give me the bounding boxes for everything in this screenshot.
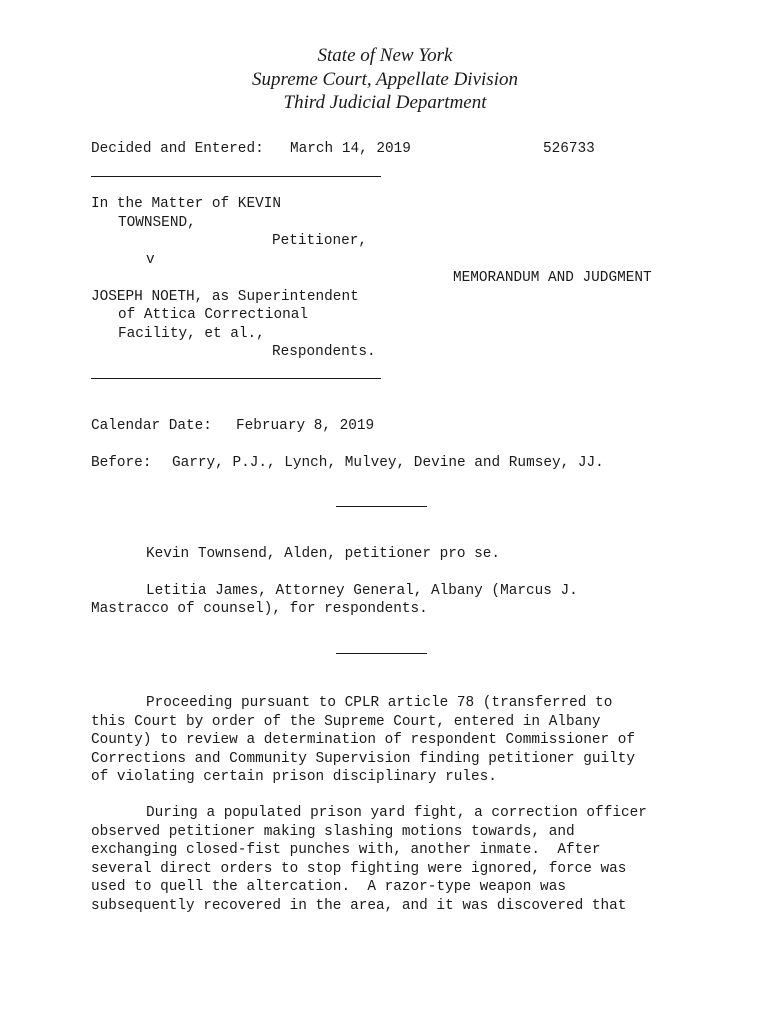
respondent-line-2: of Attica Correctional: [118, 307, 308, 323]
paragraph-line: subsequently recovered in the area, and it was discovered that: [91, 897, 627, 914]
body-paragraph-2: [91, 804, 691, 915]
paragraph-line: observed petitioner making slashing motions towards, and: [91, 823, 575, 840]
docket-number: 526733: [543, 141, 595, 157]
paragraph-line: County) to review a determination of respondent Commissioner of: [91, 732, 636, 748]
body-paragraph-1: [91, 694, 691, 787]
department-name: Third Judicial Department: [283, 92, 487, 113]
respondents-counsel-line-2: Mastracco of counsel), for respondents.: [91, 601, 428, 617]
petitioner-counsel: Kevin Townsend, Alden, petitioner pro se.: [146, 546, 501, 562]
matter-line-2: TOWNSEND,: [118, 215, 196, 231]
document-type: MEMORANDUM AND JUDGMENT: [453, 270, 652, 286]
paragraph-line: During a populated prison yard fight, a correction officer: [146, 805, 647, 821]
paragraph-line: of violating certain prison disciplinary rules.: [91, 769, 497, 785]
decided-label: Decided and Entered:: [91, 141, 264, 157]
calendar-date: February 8, 2019: [236, 418, 375, 434]
judges-list: Garry, P.J., Lynch, Mulvey, Devine and Rumsey, JJ.: [172, 455, 604, 471]
caption-bottom-rule: [91, 378, 381, 379]
respondent-role: Respondents.: [272, 344, 376, 360]
calendar-label: Calendar Date:: [91, 418, 212, 434]
caption-top-rule: [91, 176, 381, 177]
paragraph-line: exchanging closed-fist punches with, another inmate. After: [91, 842, 601, 858]
court-header: [0, 44, 770, 115]
versus: v: [146, 252, 155, 268]
paragraph-line: used to quell the altercation. A razor-type weapon was: [91, 879, 566, 895]
respondent-line-1: JOSEPH NOETH, as Superintendent: [91, 289, 359, 305]
court-name: Supreme Court, Appellate Division: [252, 68, 518, 90]
respondents-counsel-line-1: Letitia James, Attorney General, Albany (Marcus J.: [146, 583, 578, 599]
matter-line-1: In the Matter of KEVIN: [91, 196, 281, 212]
paragraph-line: this Court by order of the Supreme Court, entered in Albany: [91, 713, 601, 730]
section-divider-2: [336, 653, 427, 654]
paragraph-line: Proceeding pursuant to CPLR article 78 (transferred to: [146, 695, 613, 711]
state-name: State of New York: [317, 45, 453, 66]
respondent-line-3: Facility, et al.,: [118, 326, 265, 342]
paragraph-line: Corrections and Community Supervision finding petitioner guilty: [91, 750, 636, 767]
decided-date: March 14, 2019: [290, 141, 411, 157]
paragraph-line: several direct orders to stop fighting were ignored, force was: [91, 860, 627, 877]
section-divider-1: [336, 506, 427, 507]
before-label: Before:: [91, 455, 152, 471]
petitioner-role: Petitioner,: [272, 233, 367, 249]
